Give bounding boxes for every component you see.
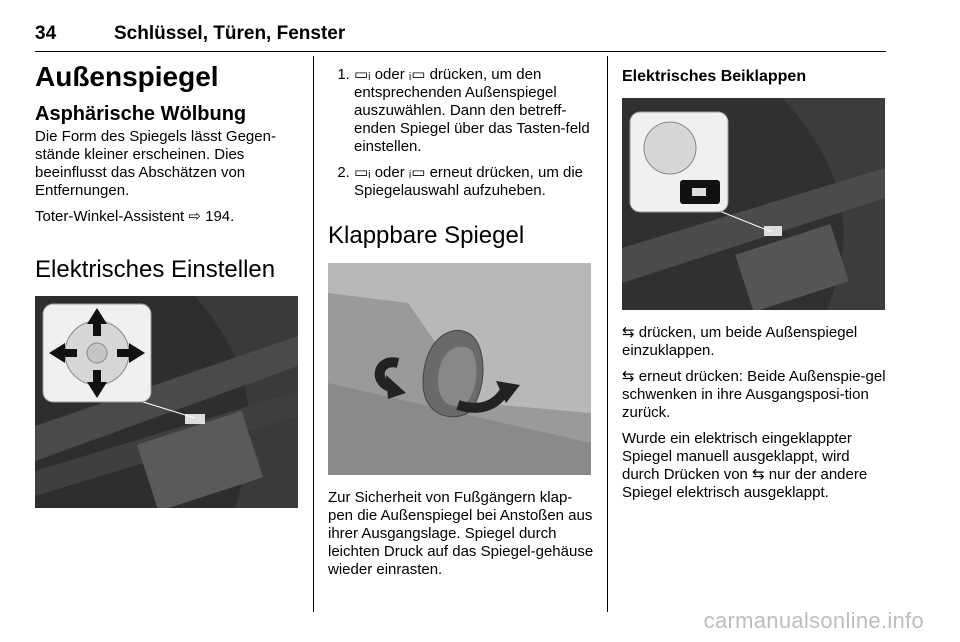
- folding-mirror-figure: [328, 263, 591, 475]
- step-2: 2. ▭ᵢ oder ᵢ▭ erneut drücken, um die Spiegelauswahl aufzuheben.: [354, 164, 594, 200]
- running-header: Schlüssel, Türen, Fenster: [114, 23, 346, 44]
- unfold-press-text: ⇆ erneut drücken: Beide Außenspie-gel schwenken in ihre Ausgangsposi-tion zurück.: [622, 368, 886, 421]
- column-divider-1: [313, 56, 314, 612]
- mirror-adjust-figure: [35, 296, 298, 508]
- subheading-electric-folding: Elektrisches Beiklappen: [622, 68, 807, 85]
- subheading-folding-mirrors: Klappbare Spiegel: [328, 222, 525, 249]
- header-rule: [35, 51, 886, 52]
- blind-spot-reference: Toter-Winkel-Assistent ⇨ 194.: [35, 207, 235, 225]
- column-1: [35, 56, 300, 508]
- manual-unfold-text: Wurde ein elektrisch eingeklappter Spiegel manuell ausgeklappt, wird durch Drücken von ⇆ nur der andere Spiegel elektrisch ausgeklappt.: [622, 430, 868, 501]
- column-2: [328, 56, 594, 587]
- subheading-electric-adjust: Elektrisches Einstellen: [35, 255, 276, 283]
- electric-folding-figure: [622, 98, 885, 310]
- column-divider-2: [607, 56, 608, 612]
- aspherical-text: Die Form des Spiegels lässt Gegen-stände kleiner erscheinen. Dies beeinflusst das Abschätzen von Entfernungen.: [35, 127, 276, 199]
- column-3: [622, 56, 886, 510]
- watermark: carmanualsonline.info: [703, 608, 924, 633]
- subheading-aspherical: Asphärische Wölbung: [35, 102, 247, 125]
- step-1: 1. ▭ᵢ oder ᵢ▭ drücken, um den entsprechenden Außenspiegel auszuwählen. Dann den betreff-enden Spiegel über das Tasten-feld einstellen.: [354, 66, 594, 156]
- fold-press-text: ⇆ drücken, um beide Außenspiegel einzuklappen.: [622, 324, 858, 359]
- adjust-steps-list: [328, 66, 594, 200]
- folding-mirror-text: Zur Sicherheit von Fußgängern klap-pen die Außenspiegel bei Anstoßen aus ihrer Ausgangslage. Spiegel durch leichten Druck auf das Spiegel-gehäuse wieder einrasten.: [328, 488, 594, 578]
- section-heading: Außenspiegel: [35, 61, 219, 92]
- page-number: 34: [35, 23, 57, 44]
